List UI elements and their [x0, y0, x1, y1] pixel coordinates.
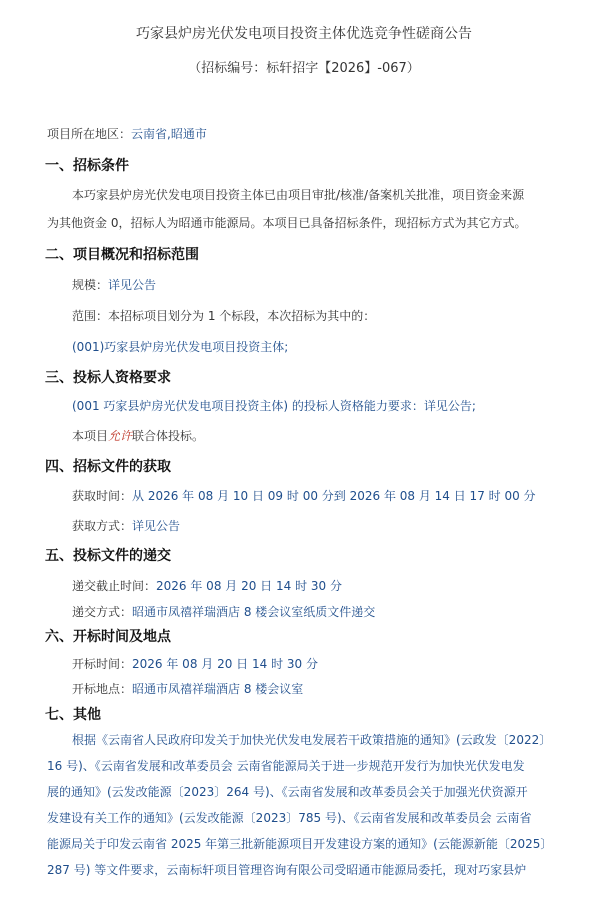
- s6-place-label: 开标地点：: [72, 682, 133, 696]
- s3-consortium-pre: 本项目: [72, 429, 109, 443]
- s5-deadline: [72, 577, 342, 594]
- s5-method: [72, 603, 375, 620]
- section-heading-5: 五、投标文件的递交: [45, 548, 171, 564]
- s6-time-value: 2026 年 08 月 20 日 14 时 30 分: [132, 657, 318, 671]
- s7-line-1: 根据《云南省人民政府印发关于加快光伏发电发展若干政策措施的通知》(云政发〔2022〕: [72, 733, 552, 747]
- region-line: [47, 125, 207, 142]
- s7-line-2: 16 号)、《云南省发展和改革委员会 云南省能源局关于进一步规范开发行为加快光伏发电发: [47, 759, 525, 773]
- s5-deadline-label: 递交截止时间：: [72, 579, 157, 593]
- s2-scope: 范围：本招标项目划分为 1 个标段，本次招标为其中的：: [72, 309, 376, 323]
- s3-consortium: [72, 427, 204, 444]
- s6-place-value: 昭通市凤禧祥瑞酒店 8 楼会议室: [132, 682, 304, 696]
- s4-time: [72, 487, 536, 504]
- s1-paragraph-line-2: 为其他资金 0，招标人为昭通市能源局。本项目已具备招标条件，现招标方式为其它方式。: [47, 216, 527, 230]
- s3-consortium-post: 联合体投标。: [132, 429, 205, 443]
- section-heading-1: 一、招标条件: [45, 158, 129, 174]
- s3-consortium-emphasis: 允许: [108, 429, 133, 443]
- s4-time-value: 从 2026 年 08 月 10 日 09 时 00 分到 2026 年 08 月 14 日 17 时 00 分: [132, 489, 536, 503]
- s2-lot: (001)巧家县炉房光伏发电项目投资主体;: [72, 340, 289, 354]
- s4-method-value: 详见公告: [132, 519, 181, 533]
- s5-deadline-value: 2026 年 08 月 20 日 14 时 30 分: [156, 579, 342, 593]
- region-label: 项目所在地区：: [47, 127, 132, 141]
- s2-scale-value: 详见公告: [108, 278, 157, 292]
- s6-time-label: 开标时间：: [72, 657, 133, 671]
- s6-place: [72, 680, 303, 697]
- s5-method-label: 递交方式：: [72, 605, 133, 619]
- s1-paragraph-line-1: 本巧家县炉房光伏发电项目投资主体已由项目审批/核准/备案机关批准，项目资金来源: [72, 188, 525, 202]
- section-heading-2: 二、项目概况和招标范围: [45, 247, 199, 263]
- s5-method-value: 昭通市凤禧祥瑞酒店 8 楼会议室纸质文件递交: [132, 605, 376, 619]
- s2-scale-label: 规模：: [72, 278, 109, 292]
- section-heading-4: 四、招标文件的获取: [45, 459, 171, 475]
- s7-line-4: 发建设有关工作的通知》(云发改能源〔2023〕785 号)、《云南省发展和改革委员会 云南省: [47, 811, 532, 825]
- s7-line-5: 能源局关于印发云南省 2025 年第三批新能源项目开发建设方案的通知》(云能源新能〔2025〕: [47, 837, 553, 851]
- bid-number: （招标编号：标轩招字【2026】-067）: [188, 61, 420, 76]
- region-value: 云南省,昭通市: [131, 127, 207, 141]
- section-heading-7: 七、其他: [45, 707, 101, 723]
- s4-method-label: 获取方式：: [72, 519, 133, 533]
- s3-requirement: (001 巧家县炉房光伏发电项目投资主体) 的投标人资格能力要求：详见公告;: [72, 399, 476, 413]
- s2-scale: [72, 276, 156, 293]
- page-title: 巧家县炉房光伏发电项目投资主体优选竞争性磋商公告: [136, 26, 472, 42]
- s4-method: [72, 517, 180, 534]
- s4-time-label: 获取时间：: [72, 489, 133, 503]
- s7-line-6: 287 号) 等文件要求，云南标轩项目管理咨询有限公司受昭通市能源局委托，现对巧家县炉: [47, 863, 527, 877]
- s6-time: [72, 655, 318, 672]
- section-heading-3: 三、投标人资格要求: [45, 370, 171, 386]
- s7-line-3: 展的通知》(云发改能源〔2023〕264 号)、《云南省发展和改革委员会关于加强光伏资源开: [47, 785, 528, 799]
- section-heading-6: 六、开标时间及地点: [45, 629, 171, 645]
